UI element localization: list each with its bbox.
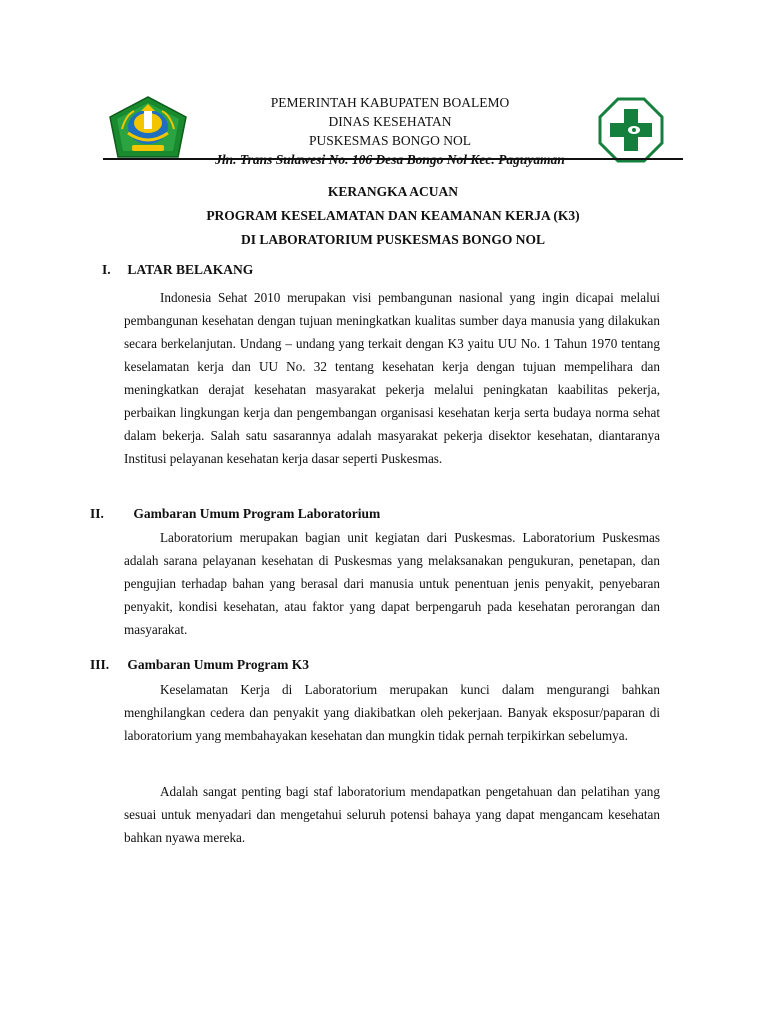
section-title: Gambaran Umum Program K3 (127, 657, 309, 672)
header-government: PEMERINTAH KABUPATEN BOALEMO (270, 95, 510, 110)
section-title: Gambaran Umum Program Laboratorium (133, 506, 381, 521)
section-paragraph: Keselamatan Kerja di Laboratorium merupakan kunci dalam mengurangi bahkan menghilangkan cedera dan penyakit yang diakibatkan oleh pekerjaan. Banyak eksposur/paparan di laboratorium yang membahayakan kesehatan dan mungkin tidak pernah terpikirkan sebelumya. (124, 682, 660, 743)
section-number: III. (90, 657, 110, 672)
title-line-2: PROGRAM KESELAMATAN DAN KEAMANAN KERJA (K3) (206, 208, 580, 223)
title-line-1: KERANGKA ACUAN (327, 184, 459, 199)
section-heading (90, 657, 309, 673)
section-heading (102, 262, 253, 278)
section-paragraph: Adalah sangat penting bagi staf laboratorium mendapatkan pengetahuan dan pelatihan yang sesuai untuk menyadari dan mengetahui seluruh potensi bahaya yang dapat mengancam kesehatan bahkan nyawa mereka. (124, 784, 660, 845)
header-puskesmas: PUSKESMAS BONGO NOL (308, 133, 472, 148)
header-department: DINAS KESEHATAN (328, 114, 452, 129)
document-title (103, 180, 683, 252)
header-divider (103, 158, 683, 160)
section-number: I. (102, 262, 111, 277)
section-heading (90, 506, 380, 522)
section-paragraph: Laboratorium merupakan bagian unit kegiatan dari Puskesmas. Laboratorium Puskesmas adalah sarana pelayanan kesehatan di Puskesmas yang melaksanakan pengukuran, penetapan, dan pengujian terhadap bahan yang berasal dari manusia untuk penentuan jenis penyakit, penyebaran penyakit, kondisi kesehatan, atau faktor yang dapat berpengaruh pada kesehatan perorangan dan masyarakat. (124, 530, 660, 637)
section-number: II. (90, 506, 104, 521)
puskesmas-cross-icon (598, 97, 664, 163)
header-address: Jln. Trans Sulawesi No. 106 Desa Bongo Nol Kec. Paguyaman (215, 152, 565, 167)
section-paragraph: Indonesia Sehat 2010 merupakan visi pembangunan nasional yang ingin dicapai melalui pembangunan kesehatan dengan tujuan meningkatkan kualitas sumber daya manusia yang dilakukan secara berkelanjutan. Undang – undang yang terkait dengan K3 yaitu UU No. 1 Tahun 1970 tentang keselamatan kerja dan UU No. 32 tentang kesehatan kerja dengan tujuan mempelihara dan meningkatkan derajat kesehatan masyarakat pekerja melalui peningkatan kaabilitas pekerja, perbaikan lingkungan kerja dan pengembangan organisasi kesehatan kerja serta budaya norma sehat dalam bekerja. Salah satu sasarannya adalah masyarakat pekerja disektor kesehatan, diantaranya Institusi pelayanan kesehatan kerja dasar seperti Puskesmas. (124, 290, 660, 466)
title-line-3: DI LABORATORIUM PUSKESMAS BONGO NOL (240, 232, 546, 247)
section-title: LATAR BELAKANG (127, 262, 254, 277)
